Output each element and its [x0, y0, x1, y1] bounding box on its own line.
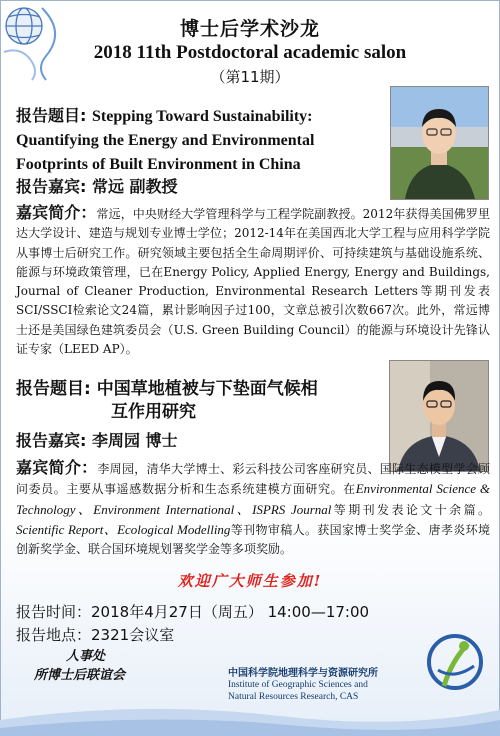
issue-number: （第11期）: [210, 68, 290, 86]
page-title: 博士后学术沙龙: [179, 18, 320, 40]
page-subtitle-en: 2018 11th Postdoctoral academic salon: [93, 42, 407, 63]
institute-name-zh: 中国科学院地理科学与资源研究所: [228, 668, 378, 679]
event-place-value: 2321会议室: [91, 626, 175, 644]
institute-name-en-line1: Institute of Geographic Sciences and: [228, 680, 368, 690]
event-time-label: 报告时间：: [16, 603, 92, 621]
talk2-bio-part3: 等刊物审稿人。获国家博士奖学金、唐孝炎环境创新奖学金、联合国环境规划署奖学金等多项奖励。: [16, 522, 490, 557]
institute-logo-icon: [424, 630, 486, 706]
talk2-bio-part1: 李周园，清华大学博士、彩云科技公司客座研究员、国际生态模型学会顾问委员。主要从事遥感数据分析和生态系统建模方面研究。在: [16, 462, 490, 497]
talk2-topic-label: 报告题目:: [16, 379, 97, 399]
speaker2-photo: [389, 360, 489, 472]
talk1-topic: [16, 104, 388, 177]
event-time: [16, 601, 369, 622]
talk2-topic: [16, 378, 318, 424]
talk2-speaker-name: 李周园 博士: [91, 431, 178, 450]
institute-name-en-line2: Natural Resources Research, CAS: [228, 692, 359, 702]
talk2-topic-line2: 互作用研究: [111, 402, 196, 422]
talk1-bio-label: 嘉宾简介：: [16, 203, 97, 222]
speaker1-photo: [390, 86, 489, 200]
talk2-bio-journals2: Scientific Report、Ecological Modelling: [16, 521, 231, 537]
talk2-topic-line1: 中国草地植被与下垫面气候相: [96, 379, 318, 399]
talk1-bio-text: 常远，中央财经大学管理科学与工程学院副教授。2012年获得美国佛罗里达大学设计、建造与规划专业博士学位；2012-14年在美国西北大学工程与应用科学学院从事博士后研究工作。研究领域主要包括全生命周期评价、可持续建筑与基础设施系统、能源与环境政策管理，已在Energy Policy, Applied Energy, Energy and Buildings, Journal of Cleaner Production, Environmental Research Letters等期刊发表SCI/SSCI检索论文24篇，累计影响因子过100，文章总被引次数667次。此外，常远博士还是美国绿色建筑委员会（U.S. Green Building Council）的能源与环境设计先锋认证专家（LEED AP）。: [16, 207, 490, 357]
talk1-speaker-label: 报告嘉宾:: [16, 177, 92, 196]
welcome-banner: 欢迎广大师生参加!: [177, 572, 323, 590]
event-place: [16, 624, 174, 645]
talk1-topic-text: Stepping Toward Sustainability: Quantifying the Energy and Environmental Footprints of Built Environment in China: [16, 108, 315, 173]
talk2-bio: [16, 458, 490, 559]
talk1-bio: [16, 203, 490, 359]
talk1-topic-label: 报告题目:: [16, 106, 92, 125]
talk2-bio-journals1: Environmental Science & Technology、Environment International、ISPRS Journal: [16, 481, 490, 517]
organizer-hr: 人事处: [66, 649, 106, 664]
talk2-speaker: [16, 428, 178, 451]
event-time-value: 2018年4月27日（周五） 14:00—17:00: [91, 603, 370, 621]
talk2-bio-label: 嘉宾简介：: [16, 458, 98, 477]
talk1-speaker: [16, 174, 178, 197]
event-place-label: 报告地点：: [16, 626, 92, 644]
talk2-bio-part2: 等期刊发表论文十余篇。: [331, 502, 490, 517]
organizer-postdoc: 所博士后联谊会: [34, 668, 126, 683]
talk2-speaker-label: 报告嘉宾:: [16, 431, 92, 450]
talk1-speaker-name: 常远 副教授: [91, 177, 178, 196]
